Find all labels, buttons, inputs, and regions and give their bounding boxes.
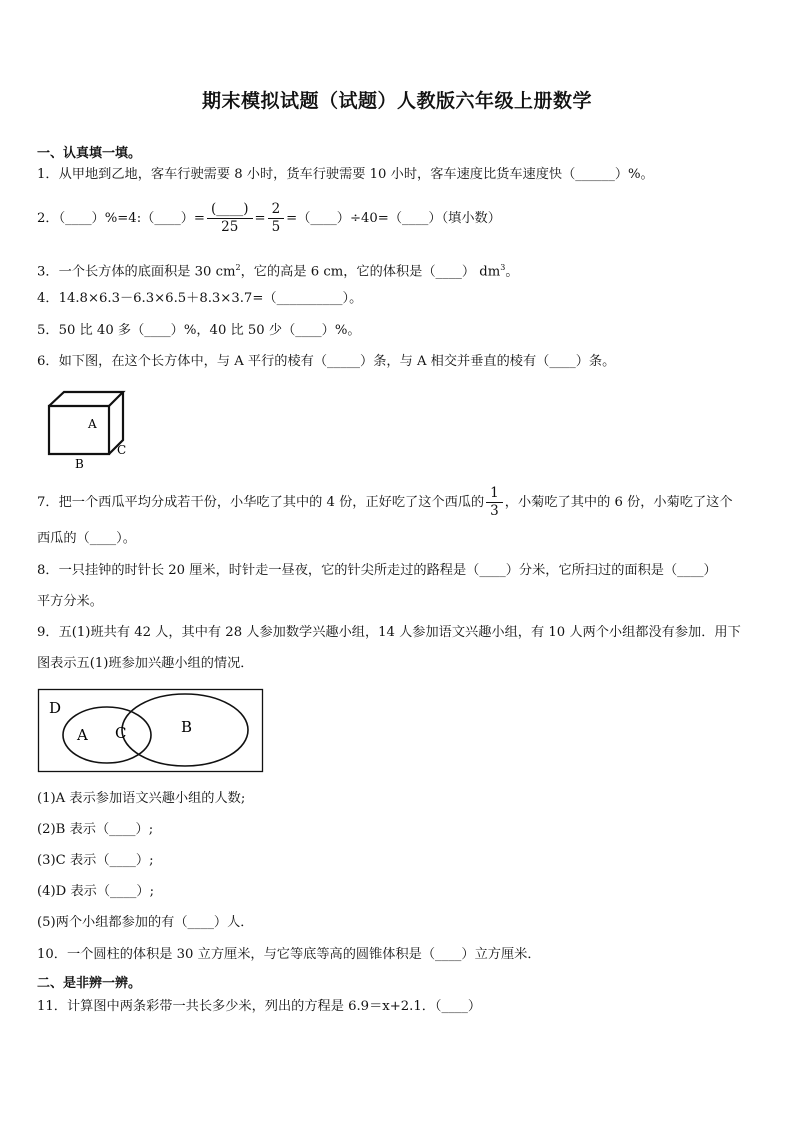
question-7-line-2: 西瓜的（____）。 <box>37 531 136 546</box>
question-6: 6．如下图，在这个长方体中，与 A 平行的棱有（_____）条，与 A 相交并垂直的棱有（____）条。 <box>37 354 616 369</box>
cuboid-figure <box>40 388 140 472</box>
q2-frac1-numerator: (____) <box>207 201 253 219</box>
q2-prefix: 2．（____）%=4:（____）= <box>37 211 205 226</box>
q2-fraction-blank <box>207 201 253 236</box>
q7-fraction-one-third <box>486 485 503 520</box>
q2-frac1-denominator: 25 <box>221 219 239 235</box>
question-8: 8．一只挂钟的时针长 20 厘米，时针走一昼夜，它的针尖所走过的路程是（____）分米，它所扫过的面积是（____） <box>37 563 717 578</box>
q3-sup-3: 3 <box>500 263 506 272</box>
q3-mid: ，它的高是 6 cm，它的体积是（____） dm <box>240 264 501 280</box>
question-9-line-2: 图表示五(1)班参加兴趣小组的情况． <box>37 656 254 671</box>
section-heading-fill-in: 一、认真填一填。 <box>37 146 142 161</box>
question-11: 11．计算图中两条彩带一共长多少米，列出的方程是 6.9＝x+2.1．（____） <box>37 999 482 1014</box>
q7-text: 7．把一个西瓜平均分成若干份，小华吃了其中的 4 份，正好吃了这个西瓜的 <box>37 495 485 510</box>
venn-label-d: D <box>49 699 62 717</box>
cube-label-a: A <box>88 417 97 431</box>
venn-label-a: A <box>77 726 88 744</box>
page-title: 期末模拟试题（试题）人教版六年级上册数学 <box>201 90 592 112</box>
cube-top-face <box>49 392 123 406</box>
q7-rest: ，小菊吃了其中的 6 份，小菊吃了这个 <box>504 495 733 510</box>
question-8-line-2: 平方分米。 <box>37 594 103 609</box>
q3-text: 3．一个长方体的底面积是 30 cm <box>37 264 236 280</box>
cube-label-b: B <box>75 457 84 471</box>
venn-label-c: C <box>115 724 127 742</box>
question-10: 10．一个圆柱的体积是 30 立方厘米，与它等底等高的圆锥体积是（____）立方厘米． <box>37 947 541 962</box>
q3-sup-2: 2 <box>235 263 241 272</box>
q9-subitem-2: (2)B 表示（____）; <box>37 822 154 837</box>
section-heading-true-false: 二、是非辨一辨。 <box>37 976 142 991</box>
q2-fraction-two-fifths <box>268 201 285 236</box>
question-2 <box>37 198 501 240</box>
question-7 <box>37 484 733 522</box>
q9-subitem-4: (4)D 表示（____）; <box>37 884 155 899</box>
q9-subitem-3: (3)C 表示（____）; <box>37 853 154 868</box>
q2-equals: = <box>254 211 266 226</box>
venn-diagram <box>37 688 267 774</box>
question-9: 9．五(1)班共有 42 人，其中有 28 人参加数学兴趣小组，14 人参加语文兴趣小组，有 10 人两个小组都没有参加．用下 <box>37 625 741 640</box>
question-4: 4．14.8×6.3－6.3×6.5＋8.3×3.7=（__________）。 <box>37 291 363 306</box>
venn-label-b: B <box>181 718 193 736</box>
q2-frac2-numerator: 2 <box>268 201 285 219</box>
q2-suffix: =（____）÷40=（____）（填小数） <box>286 211 501 226</box>
question-1: 1．从甲地到乙地，客车行驶需要 8 小时，货车行驶需要 10 小时，客车速度比货车速度快（______）%。 <box>37 167 654 182</box>
cube-front-face <box>49 406 109 454</box>
q7-frac-denominator: 3 <box>490 503 499 519</box>
q7-frac-numerator: 1 <box>486 485 503 503</box>
q9-subitem-1: (1)A 表示参加语文兴趣小组的人数; <box>37 791 246 806</box>
q3-end: 。 <box>505 264 519 280</box>
question-5: 5．50 比 40 多（____）%，40 比 50 少（____）%。 <box>37 323 361 338</box>
q2-frac2-denominator: 5 <box>271 219 281 235</box>
question-3 <box>37 259 519 281</box>
q9-subitem-5: (5)两个小组都参加的有（____）人． <box>37 915 254 930</box>
cube-label-c: C <box>117 443 127 457</box>
